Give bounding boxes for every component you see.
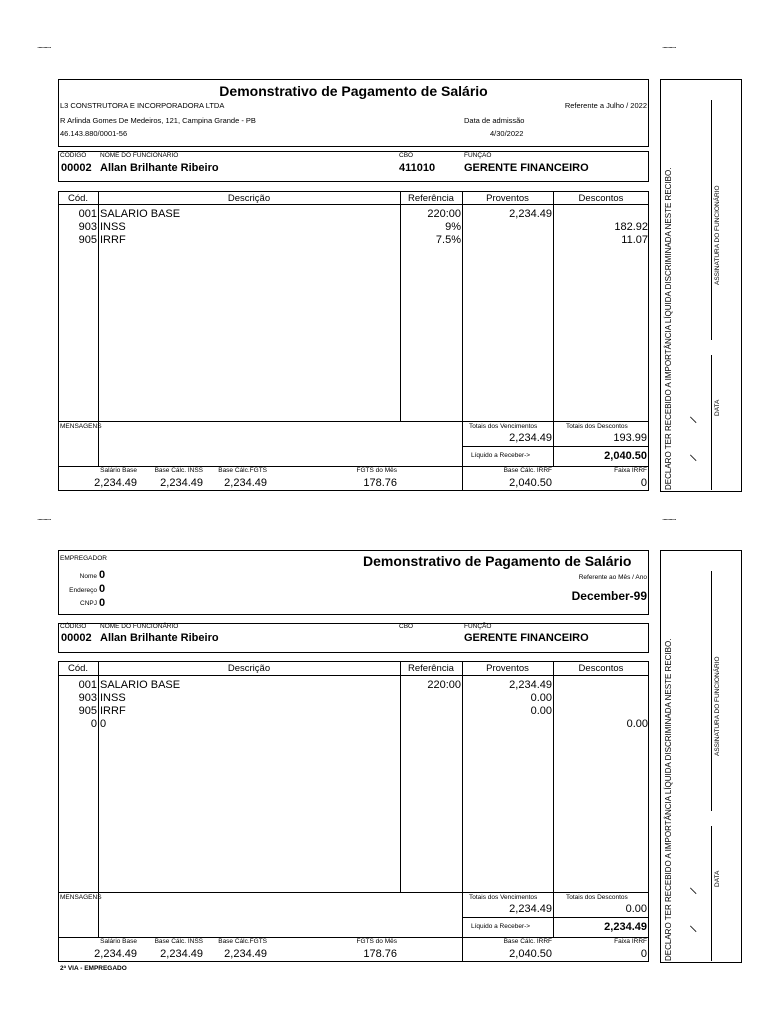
footer-value: 0 [640, 948, 647, 960]
total-deductions: 193.99 [613, 432, 647, 444]
item-reference: 220:00 [427, 208, 461, 220]
reference-month: December-99 [571, 589, 647, 603]
employer-cnpj-label: CNPJ [80, 600, 97, 607]
date-label: DATA [714, 399, 721, 416]
total-deductions-label: Totais dos Descontos [566, 423, 628, 430]
date-slash: / [688, 415, 701, 425]
item-code: 903 [78, 221, 97, 233]
reference-label: Referente ao Mês / Ano [578, 574, 647, 581]
date-slash: / [688, 453, 701, 463]
payslip-title: Demonstrativo de Pagamento de Salário [219, 83, 488, 99]
cut-mark: ........... [37, 513, 51, 522]
total-earnings: 2,234.49 [509, 903, 552, 915]
reference-month: Referente a Julho / 2022 [564, 101, 647, 110]
footer-value: 2,040.50 [509, 948, 552, 960]
admission-label: Data de admissão [464, 116, 525, 125]
item-description: IRRF [100, 705, 126, 717]
cut-mark: ........... [662, 41, 676, 50]
net-pay: 2,234.49 [604, 921, 647, 933]
item-code: 905 [78, 234, 97, 246]
employer-label: EMPREGADOR [60, 555, 107, 562]
col-header-descricao: Descrição [227, 193, 271, 204]
employer-address: 0 [99, 583, 106, 595]
messages-label: MENSAGENS [60, 894, 102, 901]
footer-label: Base Cálc. IRRF [503, 938, 552, 945]
footer-label: FGTS do Mês [356, 938, 397, 945]
employee-name: Allan Brilhante Ribeiro [100, 162, 219, 174]
footer-label: Faixa IRRF [614, 938, 647, 945]
company-name: L3 CONSTRUTORA E INCORPORADORA LTDA [60, 101, 225, 110]
item-code: 001 [78, 208, 97, 220]
col-header-cod: Cód. [67, 663, 89, 674]
signature-label: ASSINATURA DO FUNCIONÁRIO [714, 185, 721, 285]
col-header-descontos: Descontos [578, 663, 624, 674]
item-description: 0 [100, 718, 107, 730]
employer-address-label: Endereço [69, 587, 97, 594]
second-copy-label: 2ª VIA - EMPREGADO [60, 965, 127, 972]
col-header-descricao: Descrição [227, 663, 271, 674]
messages-divider [58, 892, 649, 893]
item-deduction: 11.07 [621, 234, 648, 246]
employee-name: Allan Brilhante Ribeiro [100, 632, 219, 644]
net-pay-label: Líquido a Receber-> [471, 452, 531, 459]
item-description: SALARIO BASE [100, 208, 181, 220]
col-header-proventos: Proventos [486, 193, 529, 204]
employee-function: GERENTE FINANCEIRO [464, 632, 589, 644]
item-earning: 2,234.49 [509, 208, 552, 220]
footer-value: 178.76 [363, 477, 397, 489]
employee-cbo: 411010 [399, 162, 436, 174]
footer-value: 2,234.49 [160, 948, 203, 960]
employee-name-label: NOME DO FUNCIONÁRIO [100, 152, 179, 159]
item-reference: 9% [445, 221, 461, 233]
date-slash: / [688, 924, 701, 934]
footer-value: 2,234.49 [160, 477, 203, 489]
item-earning: 0.00 [530, 705, 552, 717]
employee-code-label: CÓDIGO [60, 152, 87, 159]
footer-label: Base Cálc. IRRF [503, 467, 552, 474]
item-deduction: 182.92 [614, 221, 648, 233]
total-earnings-label: Totais dos Vencimentos [469, 423, 538, 430]
admission-date: 4/30/2022 [490, 129, 524, 138]
footer-value: 178.76 [363, 948, 397, 960]
item-code: 001 [78, 679, 97, 691]
employee-code: 00002 [61, 632, 92, 644]
footer-label: Salário Base [100, 467, 137, 474]
item-earning: 0.00 [530, 692, 552, 704]
footer-value: 2,234.49 [94, 477, 137, 489]
item-deduction: 0.00 [626, 718, 648, 730]
footer-label: Base Cálc.FGTS [218, 938, 267, 945]
item-earning: 2,234.49 [509, 679, 552, 691]
company-cnpj: 46.143.880/0001-56 [60, 129, 128, 138]
cbo-label: CBO [399, 623, 414, 630]
cut-mark: ........... [37, 41, 51, 50]
footer-label: Base Cálc. INSS [154, 467, 203, 474]
date-label: DATA [714, 870, 721, 887]
net-pay-label: Líquido a Receber-> [471, 923, 531, 930]
employer-name-label: Nome [79, 573, 97, 580]
net-divider [462, 917, 649, 918]
col-header-cod: Cód. [67, 193, 89, 204]
signature-label: ASSINATURA DO FUNCIONÁRIO [714, 656, 721, 756]
date-line [711, 826, 712, 961]
messages-divider [58, 421, 649, 422]
footer-value: 2,234.49 [94, 948, 137, 960]
table-header-divider [58, 675, 649, 676]
item-description: INSS [100, 221, 126, 233]
total-deductions: 0.00 [625, 903, 647, 915]
receipt-declaration: DECLARO TER RECEBIDO A IMPORTÂNCIA LÍQUIDA DISCRIMINADA NESTE RECIBO. [664, 167, 673, 490]
payslip-title: Demonstrativo de Pagamento de Salário [363, 553, 632, 569]
function-label: FUNÇÃO [464, 623, 492, 630]
column-divider [400, 661, 401, 892]
cbo-label: CBO [399, 152, 414, 159]
item-code: 905 [78, 705, 97, 717]
footer-value: 2,234.49 [224, 477, 267, 489]
messages-label: MENSAGENS [60, 423, 102, 430]
item-description: INSS [100, 692, 126, 704]
employee-name-label: NOME DO FUNCIONÁRIO [100, 623, 179, 630]
cut-mark: ........... [662, 513, 676, 522]
employee-code: 00002 [61, 162, 92, 174]
footer-label: FGTS do Mês [356, 467, 397, 474]
item-code: 0 [90, 718, 97, 730]
receipt-declaration: DECLARO TER RECEBIDO A IMPORTÂNCIA LÍQUIDA DISCRIMINADA NESTE RECIBO. [664, 638, 673, 961]
total-deductions-label: Totais dos Descontos [566, 894, 628, 901]
total-earnings-label: Totais dos Vencimentos [469, 894, 538, 901]
col-header-descontos: Descontos [578, 193, 624, 204]
function-label: FUNÇÃO [464, 152, 492, 159]
item-code: 903 [78, 692, 97, 704]
employer-name: 0 [99, 569, 106, 581]
col-header-referencia: Referência [408, 663, 454, 674]
col-header-referencia: Referência [408, 193, 454, 204]
employee-code-label: CÓDIGO [60, 623, 87, 630]
footer-label: Base Cálc.FGTS [218, 467, 267, 474]
date-slash: / [688, 886, 701, 896]
footer-value: 0 [640, 477, 647, 489]
footer-label: Faixa IRRF [614, 467, 647, 474]
employee-function: GERENTE FINANCEIRO [464, 162, 589, 174]
signature-line [711, 100, 712, 340]
footer-label: Salário Base [100, 938, 137, 945]
item-description: SALARIO BASE [100, 679, 181, 691]
footer-value: 2,234.49 [224, 948, 267, 960]
employer-cnpj: 0 [99, 597, 106, 609]
net-divider [462, 446, 649, 447]
item-reference: 220:00 [427, 679, 461, 691]
item-reference: 7.5% [435, 234, 461, 246]
net-pay: 2,040.50 [604, 450, 647, 462]
date-line [711, 355, 712, 490]
col-header-proventos: Proventos [486, 663, 529, 674]
company-address: R Arlinda Gomes De Medeiros, 121, Campina Grande - PB [60, 116, 256, 125]
column-divider [553, 661, 554, 937]
footer-value: 2,040.50 [509, 477, 552, 489]
item-description: IRRF [100, 234, 126, 246]
signature-line [711, 571, 712, 811]
footer-label: Base Cálc. INSS [154, 938, 203, 945]
total-earnings: 2,234.49 [509, 432, 552, 444]
